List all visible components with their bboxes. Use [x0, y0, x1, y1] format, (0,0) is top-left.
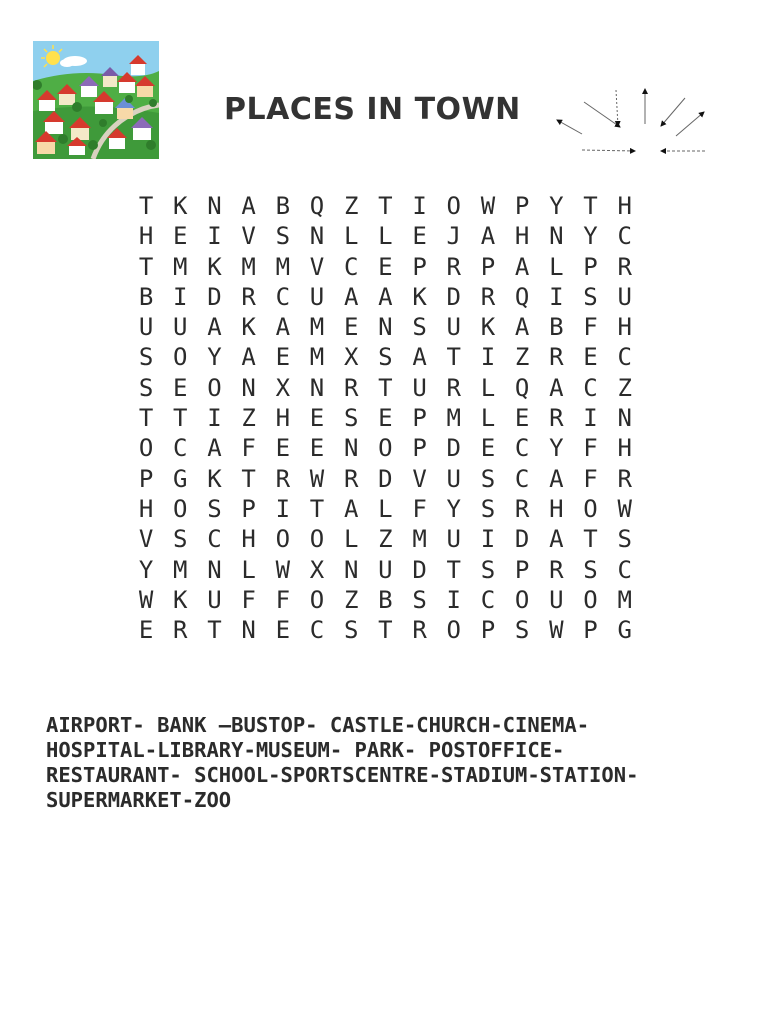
grid-letter: R — [412, 616, 427, 645]
grid-letter: G — [173, 464, 188, 493]
grid-row — [129, 585, 642, 615]
grid-letter: D — [207, 282, 222, 311]
grid-letter: I — [480, 343, 496, 372]
grid-letter: W — [138, 585, 154, 614]
grid-letter: S — [207, 494, 222, 523]
word-list-line: SUPERMARKET-ZOO — [46, 788, 232, 812]
grid-letter: R — [343, 373, 359, 402]
grid-letter: F — [241, 585, 256, 614]
grid-letter: O — [173, 494, 188, 523]
grid-letter: A — [480, 222, 496, 251]
grid-letter: K — [207, 464, 222, 493]
word-list-line: HOSPITAL-LIBRARY-MUSEUM- PARK- POSTOFFICE- — [46, 738, 565, 762]
grid-letter: E — [275, 434, 291, 463]
grid-letter: W — [309, 464, 325, 493]
grid-letter: A — [207, 313, 222, 342]
grid-letter: C — [480, 585, 496, 614]
grid-letter: L — [343, 525, 359, 554]
grid-row — [129, 555, 642, 585]
grid-letter: S — [412, 313, 427, 342]
grid-letter: I — [583, 404, 598, 433]
grid-letter: H — [617, 434, 632, 463]
grid-letter: S — [275, 222, 291, 251]
search-directions-arrows-icon — [550, 84, 712, 158]
grid-letter: H — [241, 525, 256, 554]
grid-letter: U — [138, 313, 154, 342]
grid-letter: R — [241, 282, 256, 311]
grid-letter: N — [207, 192, 222, 220]
word-list-line: AIRPORT- BANK –BUSTOP- CASTLE-CHURCH-CINEMA- — [46, 713, 590, 737]
grid-letter: E — [173, 373, 188, 402]
grid-letter: Q — [514, 373, 530, 402]
grid-row — [129, 433, 642, 463]
grid-letter: H — [514, 222, 530, 251]
grid-letter: N — [241, 616, 256, 645]
grid-letter: R — [275, 464, 291, 493]
grid-letter: J — [446, 222, 461, 251]
grid-letter: U — [412, 373, 427, 402]
grid-letter: C — [617, 222, 632, 251]
grid-row — [129, 221, 642, 251]
grid-letter: O — [583, 494, 598, 523]
grid-letter: L — [549, 252, 564, 281]
grid-letter: E — [309, 434, 325, 463]
word-list — [46, 713, 746, 813]
grid-letter: L — [241, 555, 256, 584]
grid-row — [129, 524, 642, 554]
grid-letter: M — [241, 252, 256, 281]
grid-letter: C — [617, 343, 632, 372]
grid-letter: A — [549, 525, 564, 554]
grid-letter: F — [275, 585, 291, 614]
grid-letter: S — [138, 373, 154, 402]
grid-letter: E — [309, 404, 325, 433]
grid-letter: T — [378, 192, 393, 220]
grid-letter: A — [241, 192, 256, 220]
grid-letter: L — [480, 373, 496, 402]
grid-letter: A — [412, 343, 427, 372]
grid-letter: I — [446, 585, 461, 614]
grid-letter: N — [617, 404, 632, 433]
grid-letter: H — [138, 222, 154, 251]
grid-letter: E — [378, 252, 393, 281]
grid-letter: O — [275, 525, 291, 554]
grid-letter: A — [275, 313, 291, 342]
grid-letter: Q — [514, 282, 530, 311]
grid-letter: O — [309, 585, 325, 614]
grid-letter: X — [309, 555, 325, 584]
grid-letter: T — [378, 616, 393, 645]
grid-letter: T — [173, 404, 188, 433]
grid-letter: C — [583, 373, 598, 402]
grid-letter: P — [241, 494, 256, 523]
grid-letter: C — [617, 555, 632, 584]
grid-letter: B — [549, 313, 564, 342]
grid-letter: Z — [514, 343, 530, 372]
grid-letter: H — [549, 494, 564, 523]
grid-letter: K — [480, 313, 496, 342]
grid-letter: C — [275, 282, 291, 311]
grid-letter: I — [275, 494, 291, 523]
grid-letter: E — [514, 404, 530, 433]
grid-letter: V — [309, 252, 325, 281]
grid-letter: D — [378, 464, 393, 493]
grid-letter: O — [309, 525, 325, 554]
grid-letter: T — [241, 464, 256, 493]
grid-letter: P — [412, 252, 427, 281]
grid-letter: E — [412, 222, 427, 251]
grid-letter: W — [480, 192, 496, 220]
grid-letter: D — [514, 525, 530, 554]
grid-letter: Z — [617, 373, 632, 402]
grid-letter: W — [275, 555, 291, 584]
grid-letter: K — [241, 313, 256, 342]
grid-letter: T — [138, 404, 154, 433]
grid-letter: A — [514, 252, 530, 281]
grid-row — [129, 191, 642, 221]
grid-letter: N — [549, 222, 564, 251]
grid-letter: V — [412, 464, 427, 493]
grid-letter: U — [446, 464, 461, 493]
grid-letter: C — [514, 464, 530, 493]
grid-letter: Y — [583, 222, 598, 251]
grid-letter: O — [583, 585, 598, 614]
grid-letter: E — [138, 616, 154, 645]
grid-letter: R — [343, 464, 359, 493]
grid-letter: C — [309, 616, 325, 645]
grid-letter: O — [138, 434, 154, 463]
grid-letter: F — [583, 313, 598, 342]
grid-letter: S — [514, 616, 530, 645]
grid-letter: M — [173, 555, 188, 584]
grid-row — [129, 403, 642, 433]
grid-letter: S — [343, 616, 359, 645]
grid-letter: E — [173, 222, 188, 251]
town-illustration — [33, 41, 159, 165]
grid-letter: Y — [549, 192, 564, 220]
grid-letter: O — [378, 434, 393, 463]
grid-letter: O — [173, 343, 188, 372]
grid-letter: C — [343, 252, 359, 281]
grid-letter: H — [275, 404, 291, 433]
grid-letter: I — [412, 192, 427, 220]
grid-letter: T — [138, 252, 154, 281]
grid-letter: N — [343, 555, 359, 584]
grid-letter: R — [446, 252, 461, 281]
grid-letter: I — [549, 282, 564, 311]
grid-letter: I — [207, 222, 222, 251]
grid-letter: R — [514, 494, 530, 523]
grid-letter: M — [309, 313, 325, 342]
grid-letter: K — [173, 585, 188, 614]
grid-letter: Z — [343, 585, 359, 614]
grid-letter: S — [378, 343, 393, 372]
grid-letter: U — [446, 525, 461, 554]
grid-letter: S — [138, 343, 154, 372]
grid-letter: F — [583, 464, 598, 493]
grid-letter: E — [343, 313, 359, 342]
grid-letter: T — [309, 494, 325, 523]
grid-letter: Z — [241, 404, 256, 433]
grid-letter: B — [378, 585, 393, 614]
grid-letter: P — [480, 252, 496, 281]
grid-letter: M — [309, 343, 325, 372]
grid-letter: N — [207, 555, 222, 584]
grid-letter: A — [343, 494, 359, 523]
grid-letter: F — [241, 434, 256, 463]
grid-letter: U — [173, 313, 188, 342]
grid-letter: U — [378, 555, 393, 584]
grid-letter: D — [446, 434, 461, 463]
grid-letter: T — [446, 343, 461, 372]
grid-letter: K — [173, 192, 188, 220]
grid-row — [129, 464, 642, 494]
grid-letter: T — [138, 192, 154, 220]
grid-letter: L — [378, 494, 393, 523]
grid-letter: R — [549, 343, 564, 372]
grid-letter: N — [309, 373, 325, 402]
grid-letter: M — [275, 252, 291, 281]
grid-letter: R — [549, 404, 564, 433]
grid-letter: Z — [343, 192, 359, 220]
grid-letter: U — [207, 585, 222, 614]
grid-letter: K — [207, 252, 222, 281]
grid-letter: O — [446, 192, 461, 220]
grid-letter: P — [138, 464, 154, 493]
grid-letter: M — [446, 404, 461, 433]
grid-letter: S — [583, 282, 598, 311]
grid-letter: H — [617, 192, 632, 220]
grid-letter: R — [617, 464, 632, 493]
word-list-line: RESTAURANT- SCHOOL-SPORTSCENTRE-STADIUM-STATION- — [46, 763, 639, 787]
grid-letter: H — [617, 313, 632, 342]
grid-letter: I — [173, 282, 188, 311]
grid-row — [129, 342, 642, 372]
grid-letter: P — [583, 252, 598, 281]
grid-letter: T — [207, 616, 222, 645]
grid-letter: T — [446, 555, 461, 584]
grid-letter: D — [412, 555, 427, 584]
grid-letter: K — [412, 282, 427, 311]
grid-letter: C — [173, 434, 188, 463]
grid-letter: E — [378, 404, 393, 433]
word-search-grid — [129, 191, 642, 645]
grid-letter: E — [275, 616, 291, 645]
grid-letter: O — [514, 585, 530, 614]
grid-letter: R — [617, 252, 632, 281]
grid-letter: S — [173, 525, 188, 554]
grid-letter: Y — [207, 343, 222, 372]
grid-row — [129, 373, 642, 403]
grid-row — [129, 252, 642, 282]
grid-letter: B — [275, 192, 291, 220]
grid-letter: S — [343, 404, 359, 433]
grid-letter: S — [480, 494, 496, 523]
grid-letter: U — [446, 313, 461, 342]
grid-letter: R — [549, 555, 564, 584]
grid-letter: N — [378, 313, 393, 342]
grid-letter: L — [343, 222, 359, 251]
grid-letter: A — [549, 373, 564, 402]
grid-letter: I — [480, 525, 496, 554]
grid-letter: Y — [138, 555, 154, 584]
grid-letter: X — [275, 373, 291, 402]
grid-letter: W — [617, 494, 632, 523]
grid-letter: U — [309, 282, 325, 311]
grid-letter: Z — [378, 525, 393, 554]
grid-letter: A — [207, 434, 222, 463]
grid-letter: M — [617, 585, 632, 614]
grid-letter: N — [343, 434, 359, 463]
grid-letter: S — [480, 464, 496, 493]
grid-letter: A — [343, 282, 359, 311]
grid-letter: A — [514, 313, 530, 342]
grid-letter: L — [480, 404, 496, 433]
grid-letter: C — [514, 434, 530, 463]
grid-letter: S — [412, 585, 427, 614]
grid-letter: S — [583, 555, 598, 584]
grid-letter: N — [309, 222, 325, 251]
grid-letter: P — [583, 616, 598, 645]
grid-letter: U — [617, 282, 632, 311]
grid-letter: W — [549, 616, 564, 645]
grid-letter: Y — [549, 434, 564, 463]
grid-letter: E — [275, 343, 291, 372]
grid-letter: R — [446, 373, 461, 402]
grid-letter: P — [412, 434, 427, 463]
grid-letter: A — [549, 464, 564, 493]
grid-letter: L — [378, 222, 393, 251]
grid-letter: E — [480, 434, 496, 463]
grid-letter: M — [173, 252, 188, 281]
grid-letter: X — [343, 343, 359, 372]
grid-letter: V — [138, 525, 154, 554]
grid-letter: F — [412, 494, 427, 523]
grid-letter: M — [412, 525, 427, 554]
grid-letter: A — [241, 343, 256, 372]
grid-letter: H — [138, 494, 154, 523]
grid-letter: D — [446, 282, 461, 311]
grid-letter: P — [480, 616, 496, 645]
grid-letter: T — [583, 525, 598, 554]
grid-letter: P — [412, 404, 427, 433]
grid-letter: A — [378, 282, 393, 311]
grid-letter: Y — [446, 494, 461, 523]
grid-letter: I — [207, 404, 222, 433]
grid-letter: O — [207, 373, 222, 402]
page-title: PLACES IN TOWN — [224, 92, 521, 127]
grid-letter: O — [446, 616, 461, 645]
grid-row — [129, 282, 642, 312]
grid-letter: T — [378, 373, 393, 402]
grid-letter: T — [583, 192, 598, 220]
grid-letter: F — [583, 434, 598, 463]
grid-letter: R — [480, 282, 496, 311]
grid-letter: C — [207, 525, 222, 554]
grid-row — [129, 615, 642, 645]
grid-row — [129, 312, 642, 342]
grid-letter: G — [617, 616, 632, 645]
grid-letter: R — [173, 616, 188, 645]
grid-letter: Q — [309, 192, 325, 220]
grid-letter: V — [241, 222, 256, 251]
grid-letter: S — [617, 525, 632, 554]
grid-letter: S — [480, 555, 496, 584]
grid-letter: B — [138, 282, 154, 311]
grid-letter: N — [241, 373, 256, 402]
grid-letter: U — [549, 585, 564, 614]
grid-letter: E — [583, 343, 598, 372]
grid-letter: P — [514, 192, 530, 220]
grid-letter: P — [514, 555, 530, 584]
grid-row — [129, 494, 642, 524]
